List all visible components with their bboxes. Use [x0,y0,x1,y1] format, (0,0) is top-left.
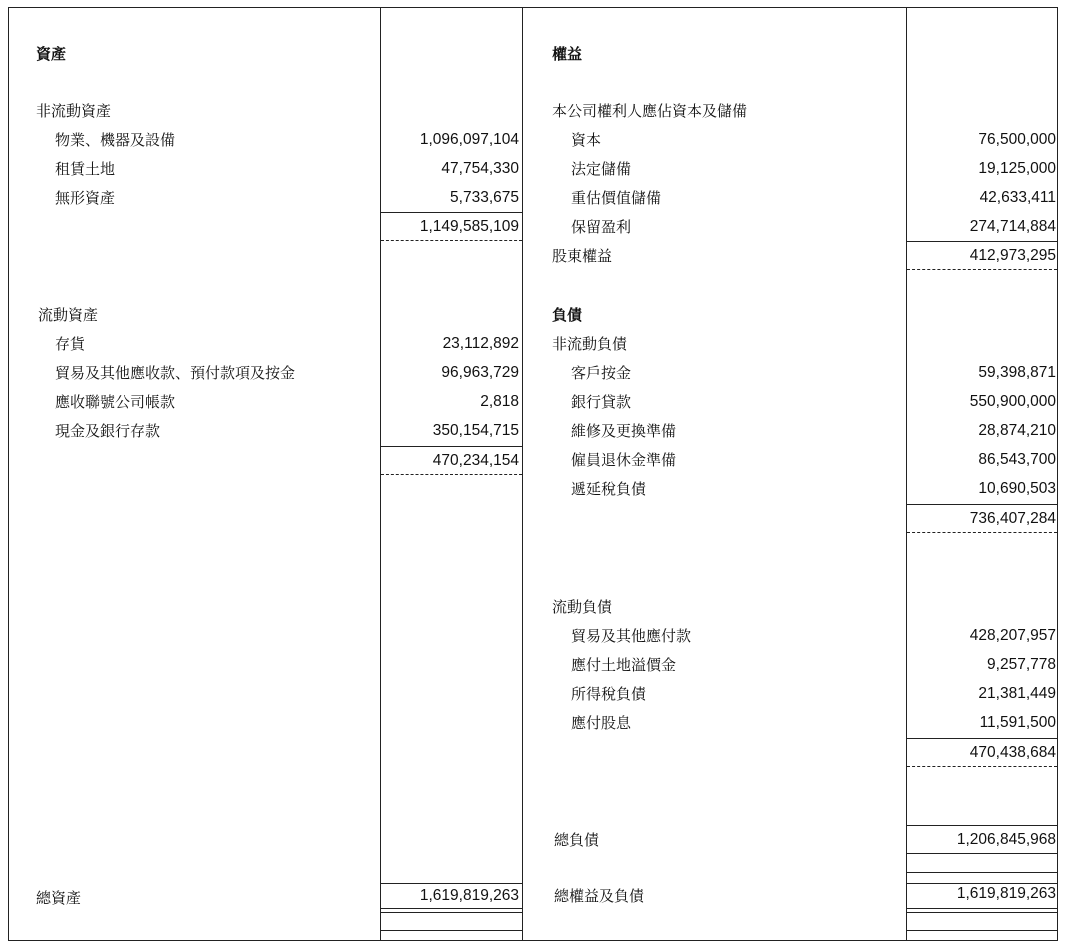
current-assets-heading: 流動資產 [38,306,99,324]
bottom-border [8,940,1057,941]
equity-heading: 權益 [552,45,583,63]
list-item-value: 350,154,715 [432,422,519,439]
list-item-value: 550,900,000 [969,393,1056,410]
total-rule [907,825,1057,826]
top-border [8,7,1057,8]
subtotal-rule [381,212,522,213]
list-item-label: 租賃土地 [55,160,116,178]
list-item-label: 存貨 [55,335,86,353]
total-liabilities-value: 1,206,845,968 [956,831,1056,848]
list-item-value: 9,257,778 [987,656,1056,673]
non-current-liabilities-total: 736,407,284 [969,510,1056,527]
shareholders-equity-value: 412,973,295 [969,247,1056,264]
total-equity-liabilities-value: 1,619,819,263 [956,885,1056,902]
shareholders-equity-label: 股東權益 [552,247,613,265]
double-rule-top [907,908,1057,909]
list-item-value: 96,963,729 [441,364,519,381]
subtotal-dashed-rule [907,269,1057,270]
left-border [8,7,9,941]
list-item-label: 銀行貸款 [571,393,632,411]
liabilities-heading: 負債 [552,306,583,324]
non-current-liabilities-heading: 非流動負債 [552,335,628,353]
list-item-label: 維修及更換準備 [571,422,677,440]
subtotal-dashed-rule [907,766,1057,767]
total-liabilities-label: 總負債 [554,831,600,849]
list-item-label: 物業、機器及設備 [55,131,176,149]
list-item-value: 1,096,097,104 [419,131,519,148]
subtotal-dashed-rule [381,474,522,475]
non-current-assets-heading: 非流動資產 [36,102,112,120]
list-item-value: 11,591,500 [979,714,1056,731]
total-assets-label: 總資產 [36,889,82,907]
total-equity-liabilities-label: 總權益及負債 [554,887,645,905]
subtotal-rule [907,738,1057,739]
list-item-label: 應付股息 [571,714,632,732]
subtotal-dashed-rule [381,240,522,241]
list-item-value: 274,714,884 [969,218,1056,235]
list-item-label: 現金及銀行存款 [55,422,161,440]
subtotal-dashed-rule [907,532,1057,533]
current-liabilities-heading: 流動負債 [552,598,613,616]
current-assets-total: 470,234,154 [432,452,519,469]
list-item-value: 28,874,210 [978,422,1056,439]
list-item-label: 遞延稅負債 [571,480,647,498]
list-item-value: 42,633,411 [979,189,1056,206]
current-liabilities-total: 470,438,684 [969,744,1056,761]
spacer-rule [907,872,1057,873]
list-item-label: 貿易及其他應收款、預付款項及按金 [55,364,296,382]
list-item-label: 應收聯號公司帳款 [55,393,176,411]
list-item-value: 47,754,330 [441,160,519,177]
list-item-value: 76,500,000 [978,131,1056,148]
right-border [1057,7,1058,941]
list-item-label: 客戶按金 [571,364,632,382]
closing-rule [381,930,522,931]
double-rule-bottom [907,912,1057,913]
list-item-value: 428,207,957 [969,627,1056,644]
list-item-value: 2,818 [480,393,519,410]
subtotal-rule [381,446,522,447]
list-item-label: 僱員退休金準備 [571,451,677,469]
subtotal-rule [907,504,1057,505]
non-current-assets-total: 1,149,585,109 [419,218,519,235]
total-rule-under [907,853,1057,854]
list-item-label: 應付土地溢價金 [571,656,677,674]
list-item-label: 重估價值儲備 [571,189,662,207]
list-item-label: 無形資產 [55,189,116,207]
subtotal-rule [907,241,1057,242]
list-item-value: 86,543,700 [978,451,1056,468]
list-item-value: 21,381,449 [978,685,1056,702]
list-item-label: 貿易及其他應付款 [571,627,692,645]
total-assets-value: 1,619,819,263 [419,887,519,904]
col-divider-3 [906,7,907,941]
list-item-label: 法定儲備 [571,160,632,178]
double-rule-bottom [381,912,522,913]
capital-reserves-heading: 本公司權利人應佔資本及儲備 [552,102,748,120]
col-divider-2 [522,7,523,941]
list-item-value: 5,733,675 [450,189,519,206]
list-item-label: 資本 [571,131,602,149]
list-item-label: 保留盈利 [571,218,632,236]
list-item-value: 19,125,000 [978,160,1056,177]
double-rule-top [381,908,522,909]
closing-rule [907,930,1057,931]
assets-heading: 資產 [36,45,67,63]
list-item-value: 59,398,871 [978,364,1056,381]
list-item-label: 所得稅負債 [571,685,647,703]
list-item-value: 23,112,892 [442,335,519,352]
total-rule [381,883,522,884]
list-item-value: 10,690,503 [978,480,1056,497]
